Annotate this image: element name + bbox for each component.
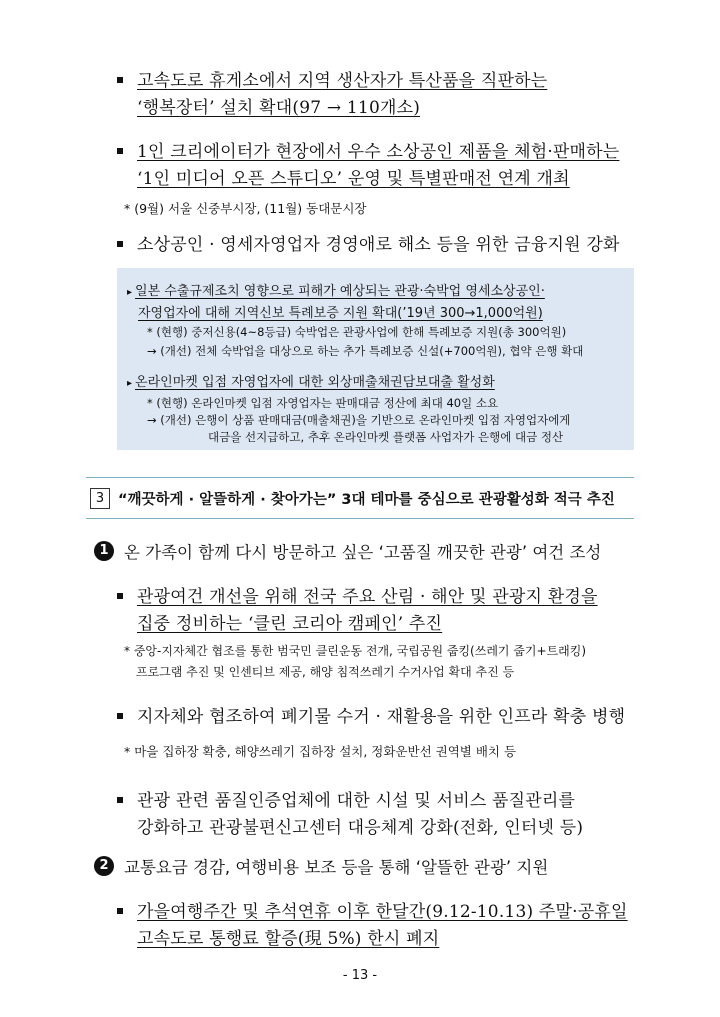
- bullet: [117, 241, 123, 247]
- paragraph-line: 소상공인 · 영세자영업자 경영애로 해소 등을 위한 금융지원 강화: [137, 235, 620, 255]
- paragraph-line: ‘1인 미디어 오픈 스튜디오’ 운영 및 특별판매전 연계 개최: [137, 169, 570, 189]
- footnote: 프로그램 추진 및 인센티브 제공, 해양 침적쓰레기 수거사업 확대 추진 등: [136, 665, 515, 679]
- paragraph-line: 지자체와 협조하여 폐기물 수거 · 재활용을 위한 인프라 확충 병행: [137, 707, 626, 727]
- box-note: 대금을 선지급하고, 추후 온라인마켓 플랫폼 사업자가 은행에 대금 정산: [208, 430, 564, 444]
- subsection-title: 온 가족이 함께 다시 방문하고 싶은 ‘고품질 깨끗한 관광’ 여건 조성: [124, 543, 602, 562]
- page-number: - 13 -: [342, 968, 378, 983]
- bullet: [117, 908, 123, 914]
- paragraph-line: 관광 관련 품질인증업체에 대한 시설 및 서비스 품질관리를: [137, 791, 576, 811]
- box-item: ▸ 온라인마켓 입점 자영업자에 대한 외상매출채권담보대출 활성화: [127, 375, 495, 390]
- paragraph-line: 1인 크리에이터가 현장에서 우수 소상공인 제품을 체험·판매하는: [137, 142, 620, 162]
- circle-number: 1: [94, 541, 114, 561]
- subsection-title: 교통요금 경감, 여행비용 보조 등을 통해 ‘알뜰한 관광’ 지원: [124, 858, 549, 877]
- box-note: → (개선) 전체 숙박업을 대상으로 하는 추가 특례보증 신설(+700억원), 협약 은행 확대: [147, 344, 584, 358]
- footnote: * (9월) 서울 신중부시장, (11월) 동대문시장: [124, 201, 367, 216]
- paragraph-line: 고속도로 통행료 할증(現 5%) 한시 폐지: [137, 929, 440, 949]
- circle-number: 2: [94, 856, 114, 876]
- paragraph-line: ‘행복장터’ 설치 확대(97 → 110개소): [137, 98, 421, 118]
- bullet: [117, 713, 123, 719]
- paragraph-line: 집중 정비하는 ‘클린 코리아 캠페인’ 추진: [137, 614, 443, 634]
- paragraph-line: 고속도로 휴게소에서 지역 생산자가 특산품을 직판하는: [137, 71, 548, 91]
- box-note: → (개선) 은행이 상품 판매대금(매출채권)을 기반으로 온라인마켓 입점 자영업자에게: [147, 413, 571, 427]
- paragraph-line: 관광여건 개선을 위해 전국 주요 산림 · 해안 및 관광지 환경을: [137, 587, 598, 607]
- bullet: [117, 148, 123, 154]
- section-divider: [86, 477, 634, 478]
- paragraph-line: 강화하고 관광불편신고센터 대응체계 강화(전화, 인터넷 등): [137, 818, 584, 838]
- footnote: * 중앙-지자체간 협조를 통한 범국민 클린운동 전개, 국립공원 줍킹(쓰레기 줍기+트래킹): [124, 644, 587, 658]
- bullet: [117, 593, 123, 599]
- footnote: * 마을 집하장 확충, 해양쓰레기 집하장 설치, 정화운반선 권역별 배치 등: [124, 744, 517, 759]
- section-title: “깨끗하게 · 알뜰하게 · 찾아가는” 3대 테마를 중심으로 관광활성화 적극 추진: [118, 492, 615, 508]
- section-number: 3: [90, 488, 110, 509]
- bullet: [117, 77, 123, 83]
- bullet: [117, 797, 123, 803]
- box-item: ▸ 일본 수출규제조치 영향으로 피해가 예상되는 관광·숙박업 영세소상공인·: [127, 284, 545, 299]
- paragraph-line: 가을여행주간 및 추석연휴 이후 한달간(9.12-10.13) 주말·공휴일: [137, 902, 628, 922]
- box-note: * (현행) 온라인마켓 입점 자영업자는 판매대금 정산에 최대 40일 소요: [147, 396, 499, 410]
- box-note: * (현행) 중저신용(4~8등급) 숙박업은 관광사업에 한해 특례보증 지원(총 300억원): [147, 325, 567, 339]
- section-divider: [86, 518, 634, 519]
- box-item: 자영업자에 대해 지역신보 특례보증 지원 확대(’19년 300→1,000억원): [138, 306, 543, 321]
